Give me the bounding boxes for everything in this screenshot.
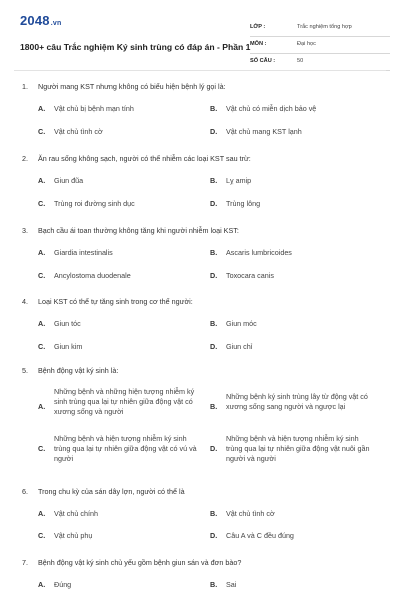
option-letter: C. xyxy=(38,199,46,208)
option-text: Vật chủ chính xyxy=(54,509,98,518)
option-letter: C. xyxy=(38,531,46,540)
option-letter: D. xyxy=(210,531,218,540)
question-number: 7. xyxy=(22,558,28,567)
option-text: Toxocara canis xyxy=(226,271,274,280)
question-text: Trong chu kỳ của sán dây lợn, người có thể là xyxy=(38,487,185,496)
question-text: Bệnh động vật ký sinh chủ yếu gồm bệnh giun sán và đơn bào? xyxy=(38,558,242,567)
option-text: Những bệnh và hiện tượng nhiễm ký sinh trùng qua lại tự nhiên giữa động vật có vú và người xyxy=(54,434,197,463)
option-text: Trùng lông xyxy=(226,199,261,208)
option-text: Giardia intestinalis xyxy=(54,248,113,257)
question-text: Bệnh động vật ký sinh là: xyxy=(38,366,119,375)
question-number: 5. xyxy=(22,366,28,375)
document-title: 1800+ câu Trắc nghiệm Ký sinh trùng có đáp án - Phần 1 xyxy=(20,42,251,52)
option-text: Giun tóc xyxy=(54,319,81,328)
option-text: Giun đũa xyxy=(54,176,84,185)
option-letter: B. xyxy=(210,319,218,328)
option-letter: A. xyxy=(38,319,46,328)
option-text: Vật chủ phụ xyxy=(54,531,93,540)
meta-value: Trắc nghiệm tổng hợp xyxy=(297,24,352,30)
option-text: Những bệnh ký sinh trùng lây từ động vật có xương sống sang người và ngược lại xyxy=(226,392,368,411)
option-letter: A. xyxy=(38,580,46,589)
meta-value: Đại học xyxy=(297,41,316,47)
question-number: 4. xyxy=(22,297,28,306)
option-text: Vật chủ bị bệnh mạn tính xyxy=(54,104,134,113)
option-letter: D. xyxy=(210,342,218,351)
option-letter: A. xyxy=(38,248,46,257)
question-text: Bạch cầu ái toan thường không tăng khi người nhiễm loại KST: xyxy=(38,226,239,235)
document-header xyxy=(14,12,386,64)
question-text: Ăn rau sống không sạch, người có thể nhiễm các loại KST sau trừ: xyxy=(38,154,251,163)
question-text: Người mang KST nhưng không có biểu hiện bệnh lý gọi là: xyxy=(38,82,226,91)
meta-label: SỐ CÂU : xyxy=(250,58,276,64)
option-text: Câu A và C đều đúng xyxy=(226,531,294,540)
option-text: Vật chủ tình cờ xyxy=(226,509,275,518)
option-text: Ascaris lumbricoides xyxy=(226,248,292,257)
option-text: Vật chủ có miễn dịch bảo vệ xyxy=(226,104,317,113)
option-text: Lỵ amip xyxy=(226,176,252,185)
meta-row-count xyxy=(250,54,390,71)
option-text: Giun chỉ xyxy=(226,342,253,351)
option-letter: D. xyxy=(210,444,218,453)
option-letter: A. xyxy=(38,176,46,185)
option-letter: D. xyxy=(210,271,218,280)
option-text: Vật chủ mang KST lạnh xyxy=(226,127,302,136)
option-letter: B. xyxy=(210,509,218,518)
option-text: Trùng roi đường sinh dục xyxy=(54,199,135,208)
option-text: Đúng xyxy=(54,580,72,589)
question-number: 3. xyxy=(22,226,28,235)
option-letter: B. xyxy=(210,176,218,185)
logo-tld: .vn xyxy=(50,20,62,27)
header-divider xyxy=(14,70,386,71)
document-meta xyxy=(250,20,390,71)
option-letter: B. xyxy=(210,402,218,411)
option-letter: C. xyxy=(38,342,46,351)
option-letter: C. xyxy=(38,444,46,453)
question-number: 2. xyxy=(22,154,28,163)
option-letter: B. xyxy=(210,104,218,113)
option-text: Sai xyxy=(226,580,237,589)
option-letter: A. xyxy=(38,402,46,411)
question-number: 1. xyxy=(22,82,28,91)
option-letter: D. xyxy=(210,127,218,136)
option-text: Những bệnh và hiện tượng nhiễm ký sinh trùng qua lại tự nhiên giữa động vật nuôi gần người và người xyxy=(226,434,370,463)
option-text: Giun móc xyxy=(226,319,257,328)
option-letter: D. xyxy=(210,199,218,208)
option-letter: B. xyxy=(210,248,218,257)
option-text: Ancylostoma duodenale xyxy=(54,271,131,280)
option-text: Những bệnh và những hiện tượng nhiễm ký sinh trùng qua lại tự nhiên giữa động vật có xương sống và người xyxy=(54,387,195,416)
option-letter: C. xyxy=(38,127,46,136)
meta-label: MÔN : xyxy=(250,41,267,47)
meta-row-class xyxy=(250,20,390,37)
meta-row-subject xyxy=(250,37,390,54)
question-number: 6. xyxy=(22,487,28,496)
meta-value: 50 xyxy=(297,58,304,64)
option-text: Giun kim xyxy=(54,342,83,351)
option-letter: C. xyxy=(38,271,46,280)
question-text: Loại KST có thể tự tăng sinh trong cơ thể người: xyxy=(38,297,193,306)
option-letter: B. xyxy=(210,580,218,589)
option-text: Vật chủ tình cờ xyxy=(54,127,103,136)
site-logo[interactable] xyxy=(20,13,61,28)
option-letter: A. xyxy=(38,104,46,113)
option-letter: A. xyxy=(38,509,46,518)
logo-main: 2048 xyxy=(20,13,50,28)
meta-label: LỚP : xyxy=(250,24,266,30)
